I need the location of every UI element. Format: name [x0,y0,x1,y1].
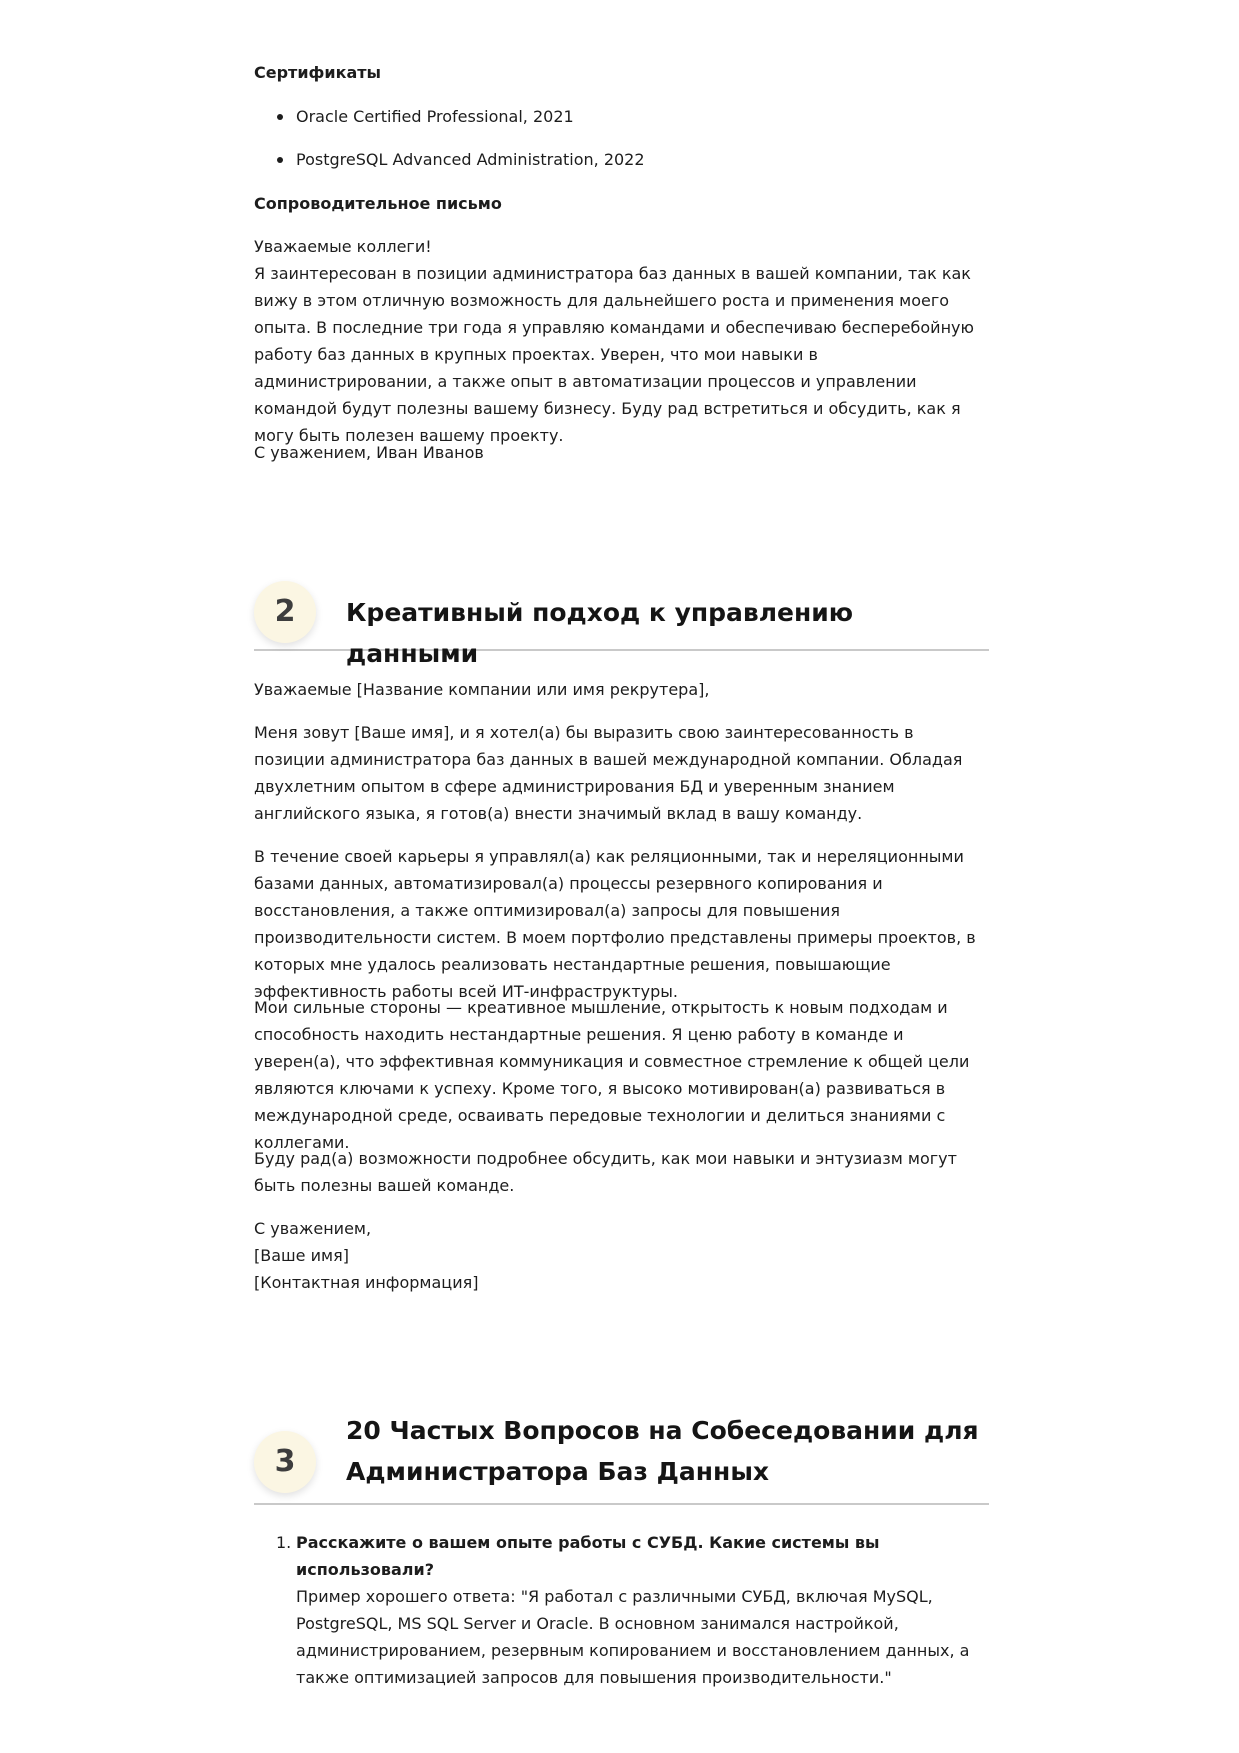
certificates-list [254,103,645,173]
letter-paragraph: Меня зовут [Ваше имя], и я хотел(а) бы выразить свою заинтересованность в позиции администратора баз данных в вашей международной компании. Обладая двухлетним опытом в сфере администрирования БД и уверенным знанием английского языка, я готов(а) внести значимый вклад в вашу команду. [254,723,963,823]
letter-salutation: Уважаемые [Название компании или имя рекрутера], [254,680,710,699]
questions-list [254,1529,989,1691]
certificate-text: PostgreSQL Advanced Administration, 2022 [296,150,645,169]
cover-letter-greeting: Уважаемые коллеги! [254,237,432,256]
certificates-heading: Сертификаты [254,63,382,82]
cover-letter-signature: С уважением, Иван Иванов [254,443,484,462]
list-item [254,1529,989,1691]
section-3-title: 20 Частых Вопросов на Собеседовании для Администратора Баз Данных [346,1416,979,1486]
bullet-icon [277,157,283,163]
letter-name: [Ваше имя] [254,1246,349,1265]
bullet-icon [277,114,283,120]
section-number-badge: 3 [254,1431,316,1493]
letter-contact: [Контактная информация] [254,1273,479,1292]
answer-text: Пример хорошего ответа: "Я работал с различными СУБД, включая MySQL, PostgreSQL, MS SQL Server и Oracle. В основном занимался настройкой, администрированием, резервным копированием и восстановлением данных, а также оптимизацией запросов для повышения производительности." [296,1587,970,1687]
section-2-header [254,575,989,668]
list-item [254,146,645,173]
letter-closing: С уважением, [254,1219,372,1238]
list-item [254,103,645,130]
cover-letter-heading: Сопроводительное письмо [254,194,502,213]
letter-paragraph: Мои сильные стороны — креативное мышление, открытость к новым подходам и способность находить нестандартные решения. Я ценю работу в команде и уверен(а), что эффективная коммуникация и совместное стремление к общей цели являются ключами к успеху. Кроме того, я высоко мотивирован(а) развиваться в международной среде, осваивать передовые технологии и делиться знаниями с коллегами. [254,998,970,1152]
question-text: Расскажите о вашем опыте работы с СУБД. Какие системы вы использовали? [296,1533,880,1579]
section-number-badge: 2 [254,581,316,643]
letter-paragraph: В течение своей карьеры я управлял(а) как реляционными, так и нереляционными базами данных, автоматизировал(а) процессы резервного копирования и восстановления, а также оптимизировал(а) запросы для повышения производительности систем. В моем портфолио представлены примеры проектов, в которых мне удалось реализовать нестандартные решения, повышающие эффективность работы всей ИТ-инфраструктуры. [254,847,976,1001]
letter-paragraph: Буду рад(а) возможности подробнее обсудить, как мои навыки и энтузиазм могут быть полезны вашей команде. [254,1149,957,1195]
cover-letter-body: Я заинтересован в позиции администратора баз данных в вашей компании, так как вижу в этом отличную возможность для дальнейшего роста и применения моего опыта. В последние три года я управляю командами и обеспечиваю бесперебойную работу баз данных в крупных проектах. Уверен, что мои навыки в администрировании, а также опыт в автоматизации процессов и управлении командой будут полезны вашему бизнесу. Буду рад встретиться и обсудить, как я могу быть полезен вашему проекту. [254,264,974,445]
question-number: 1. [276,1533,292,1552]
section-3-header [254,1407,989,1505]
section-2-title: Креативный подход к управлению данными [346,598,854,668]
certificate-text: Oracle Certified Professional, 2021 [296,107,574,126]
